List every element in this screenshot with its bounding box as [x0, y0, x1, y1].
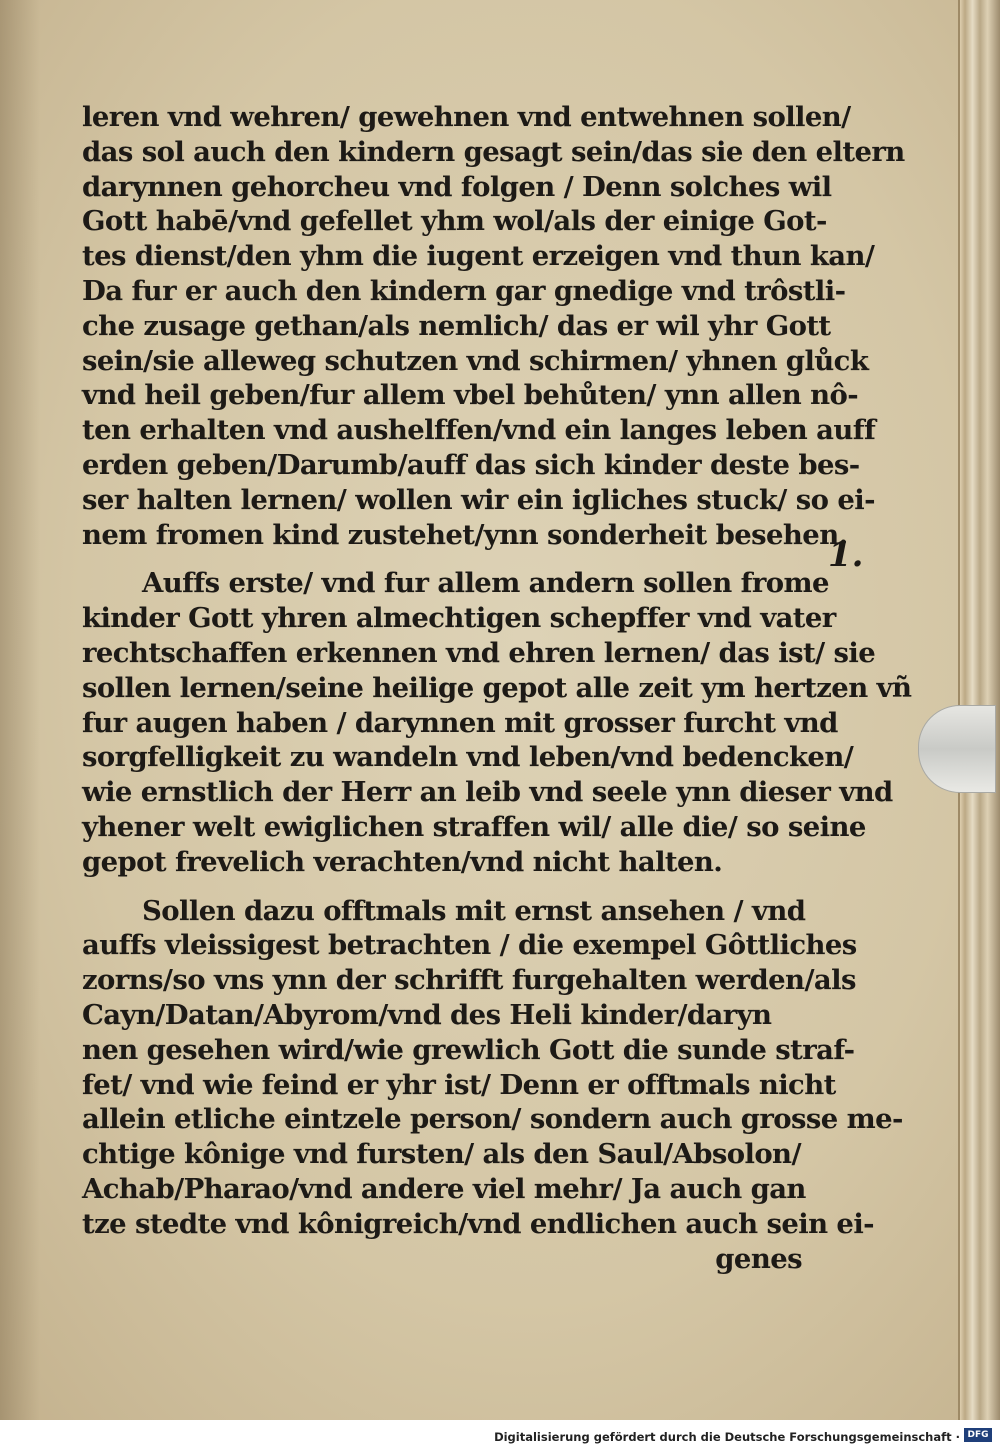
text-line: tze stedte vnd kônigreich/vnd endlichen auch sein ei- [82, 1207, 874, 1240]
catchword: genes [715, 1242, 802, 1275]
text-line: allein etliche eintzele person/ sondern auch grosse me- [82, 1103, 903, 1136]
text-line: sollen lernen/seine heilige gepot alle zeit ym hertzen vñ [82, 671, 912, 704]
text-line: das sol auch den kindern gesagt sein/das sie den eltern [82, 135, 905, 168]
text-line: fet/ vnd wie feind er yhr ist/ Denn er offtmals nicht [82, 1068, 836, 1101]
text-line: kinder Gott yhren almechtigen schepffer vnd vater [82, 602, 836, 635]
text-line: yhener welt ewiglichen straffen wil/ alle die/ so seine [82, 810, 866, 843]
dfg-logo: DFG [964, 1428, 992, 1442]
text-line: wie ernstlich der Herr an leib vnd seele ynn dieser vnd [82, 776, 893, 809]
text-line: Cayn/Datan/Abyrom/vnd des Heli kinder/daryn [82, 998, 772, 1031]
page-clip [918, 705, 996, 793]
text-line: Sollen dazu offtmals mit ernst ansehen / vnd [142, 894, 806, 927]
footer-credit: Digitalisierung gefördert durch die Deutsche Forschungsgemeinschaft · [494, 1430, 960, 1444]
text-line: auffs vleissigest betrachten / die exempel Gôttliches [82, 929, 857, 962]
text-line: leren vnd wehren/ gewehnen vnd entwehnen sollen/ [82, 101, 851, 133]
text-line: darynnen gehorcheu vnd folgen / Denn solches wil [82, 170, 832, 203]
text-line: Auffs erste/ vnd fur allem andern sollen frome [142, 567, 829, 600]
text-line: zorns/so vns ynn der schrifft furgehalten werden/als [82, 964, 856, 997]
text-line: chtige kônige vnd fursten/ als den Saul/Absolon/ [82, 1138, 801, 1171]
paragraph-gap [82, 552, 802, 566]
text-line: vnd heil geben/fur allem vbel behůten/ ynn allen nô- [82, 379, 859, 412]
text-line: ser halten lernen/ wollen wir ein igliches stuck/ so ei- [82, 483, 875, 516]
paragraph-gap [82, 880, 802, 894]
text-line: ten erhalten vnd aushelffen/vnd ein langes leben auff [82, 414, 876, 447]
marginal-note: 1. [828, 535, 864, 575]
text-line: nem fromen kind zustehet/ynn sonderheit besehen. [82, 518, 848, 551]
paragraph-3 [82, 894, 903, 1277]
text-line: sorgfelligkeit zu wandeln vnd leben/vnd bedencken/ [82, 741, 854, 774]
text-line: rechtschaffen erkennen vnd ehren lernen/ das ist/ sie [82, 636, 876, 669]
page-text [82, 100, 912, 1276]
text-line: fur augen haben / darynnen mit grosser furcht vnd [82, 706, 838, 739]
text-line: erden geben/Darumb/auff das sich kinder deste bes- [82, 448, 860, 481]
text-line: gepot frevelich verachten/vnd nicht halten. [82, 845, 723, 878]
text-line: Achab/Pharao/vnd andere viel mehr/ Ja auch gan [82, 1172, 806, 1205]
text-line: sein/sie alleweg schutzen vnd schirmen/ yhnen glůck [82, 344, 869, 377]
text-line: che zusage gethan/als nemlich/ das er wil yhr Gott [82, 309, 831, 342]
text-line: tes dienst/den yhm die iugent erzeigen vnd thun kan/ [82, 240, 875, 273]
text-line: Da fur er auch den kindern gar gnedige vnd trôstli- [82, 274, 846, 307]
paragraph-1 [82, 100, 905, 552]
text-line: nen gesehen wird/wie grewlich Gott die sunde straf- [82, 1033, 855, 1066]
paragraph-2 [82, 566, 912, 879]
text-line: Gott habē/vnd gefellet yhm wol/als der einige Got- [82, 205, 827, 238]
